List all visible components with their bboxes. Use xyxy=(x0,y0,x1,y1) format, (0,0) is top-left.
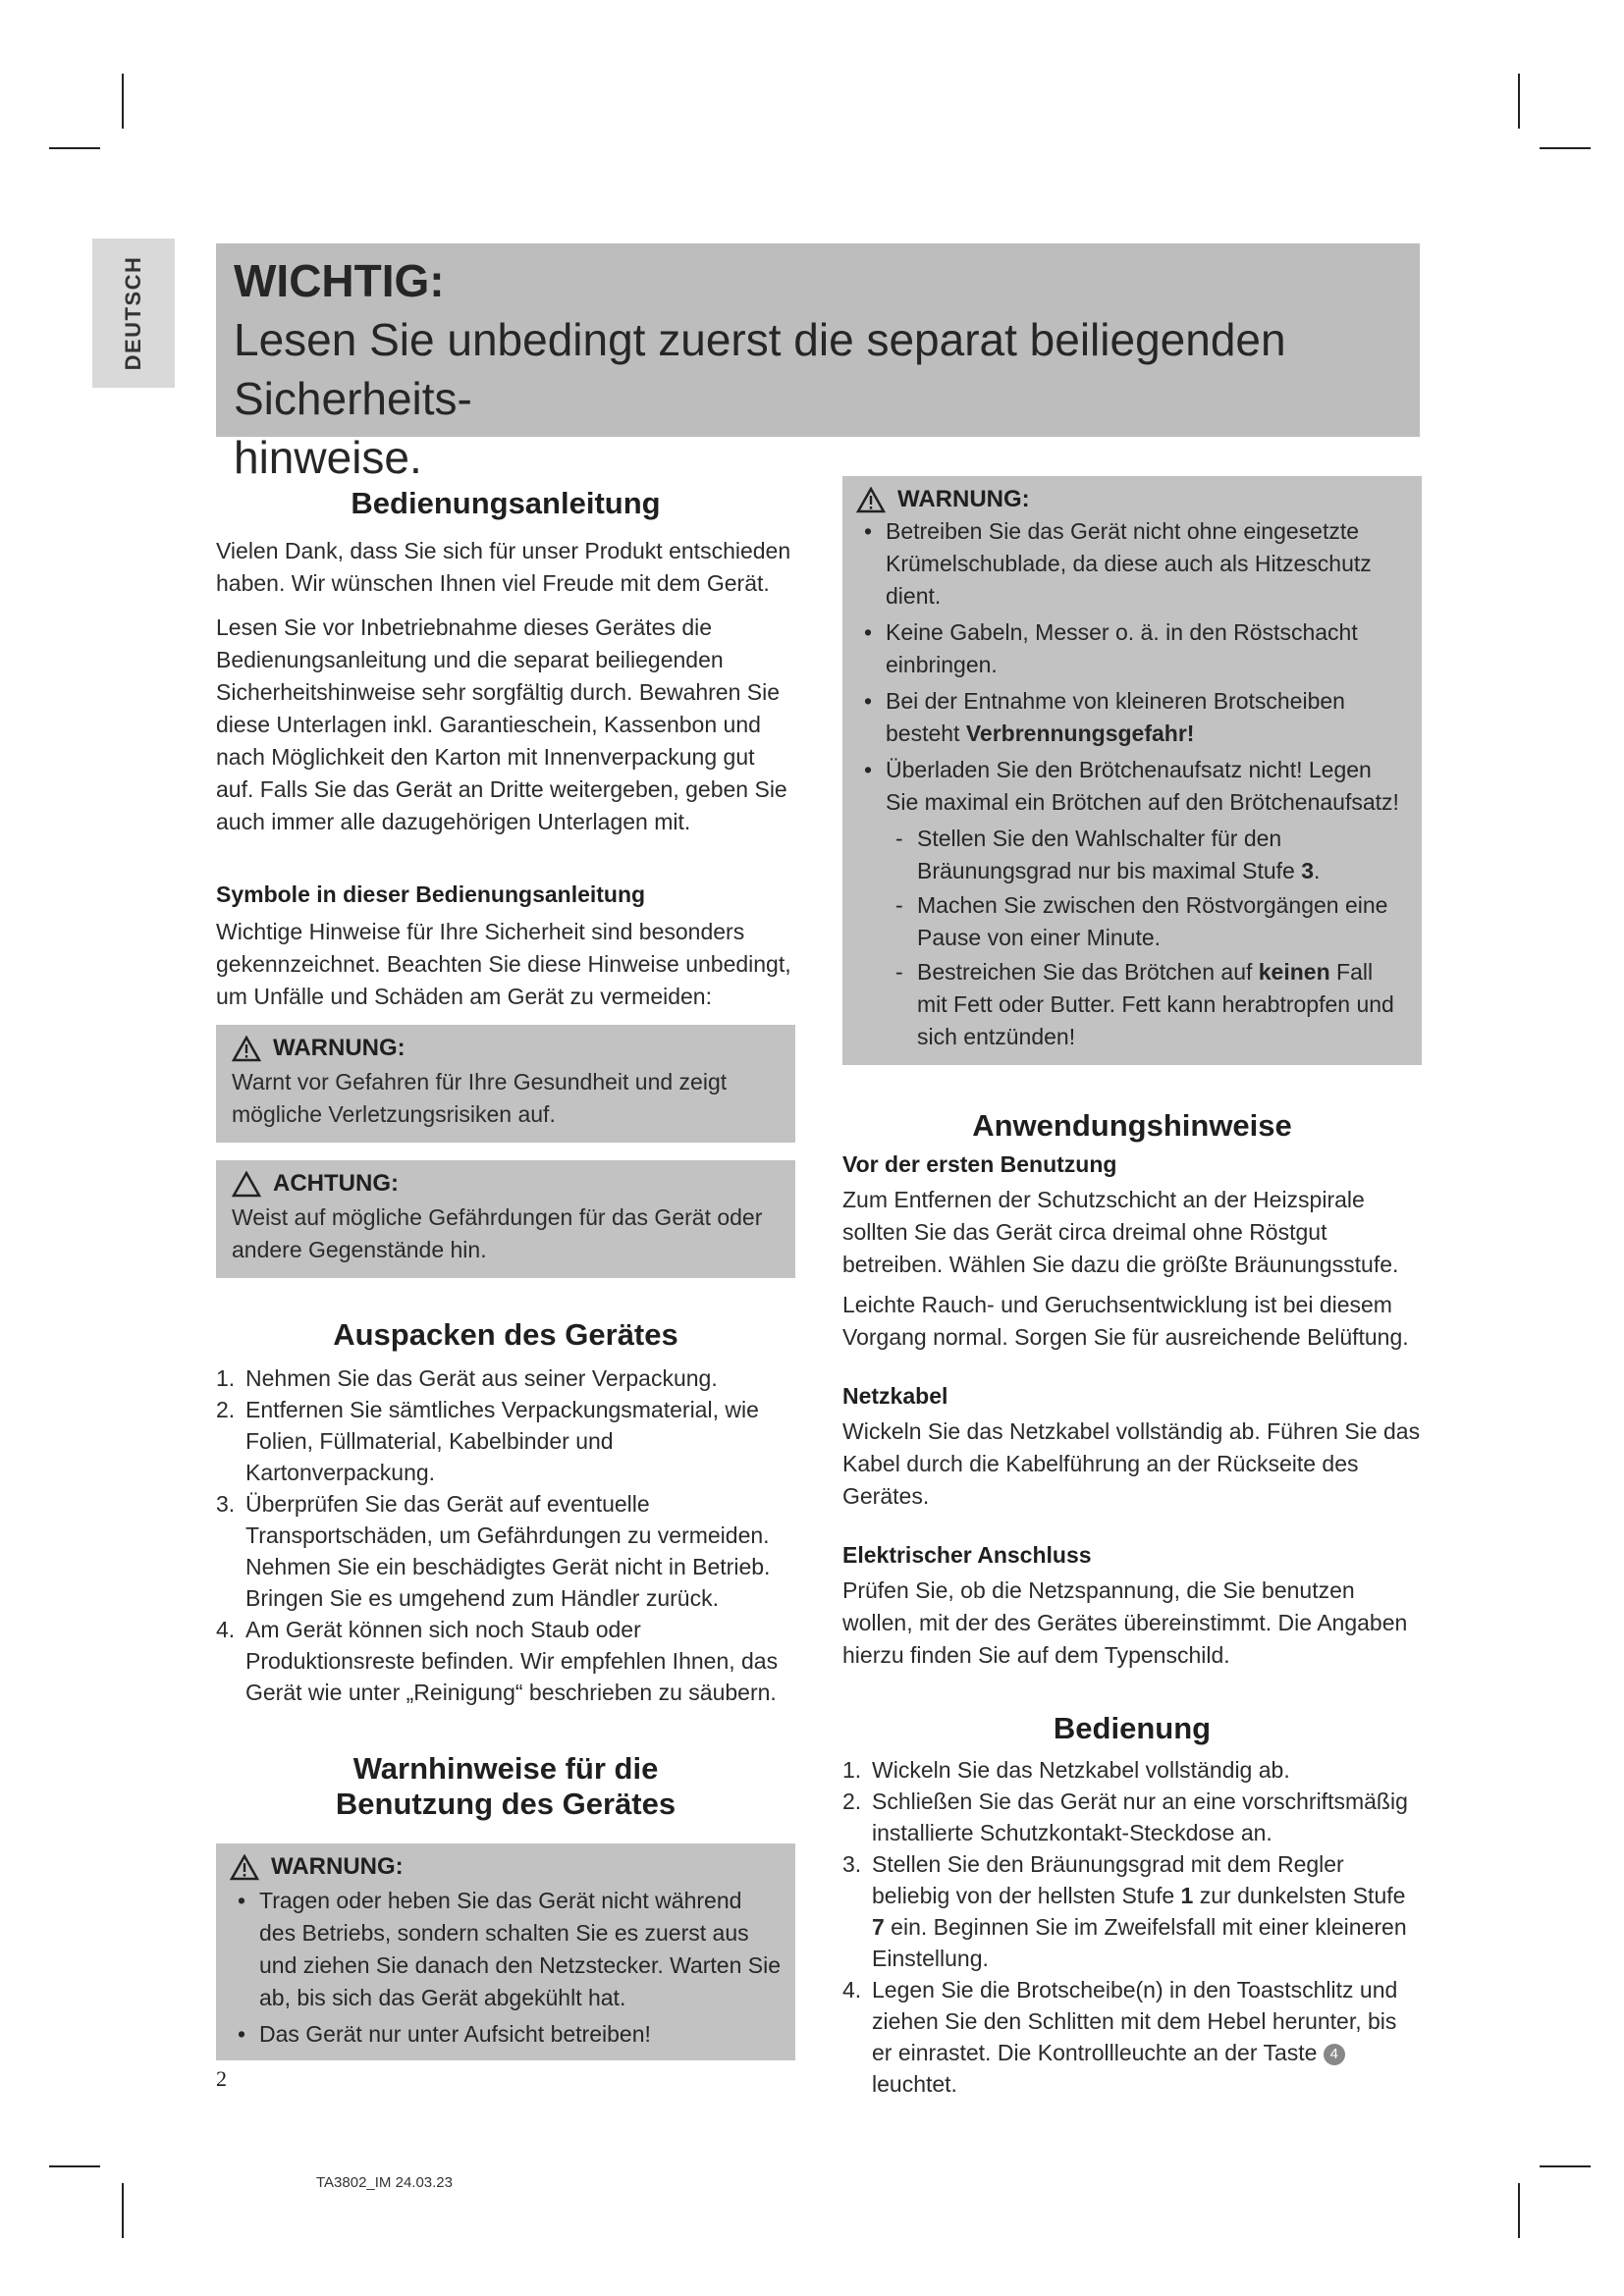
usage-warnings-heading-line-2: Benutzung des Gerätes xyxy=(335,1787,677,1821)
operation-list xyxy=(842,1754,1422,2100)
electric-heading: Elektrischer Anschluss xyxy=(842,1542,1092,1568)
caution-definition-box xyxy=(216,1160,795,1278)
list-item: - Stellen Sie den Wahlschalter für den Bräunungsgrad nur bis maximal Stufe 3. xyxy=(856,823,1408,887)
manual-intro: Vielen Dank, dass Sie sich für unser Produkt entschieden haben. Wir wünschen Ihnen viel Freude mit dem Gerät. xyxy=(216,538,791,596)
symbols-heading: Symbole in dieser Bedienungsanleitung xyxy=(216,881,646,907)
list-item: • Tragen oder heben Sie das Gerät nicht während des Betriebs, sondern schalten Sie es zuerst aus und ziehen Sie danach den Netzstecker. Warten Sie ab, bis sich das Gerät abgekühlt hat. xyxy=(230,1885,782,2014)
left-column xyxy=(216,486,795,2060)
symbols-text: Wichtige Hinweise für Ihre Sicherheit sind besonders gekennzeichnet. Beachten Sie diese Hinweise unbedingt, um Unfälle und Schäden am Gerät zu vermeiden: xyxy=(216,919,791,1009)
cable-text: Wickeln Sie das Netzkabel vollständig ab. Führen Sie das Kabel durch die Kabelführung an der Rückseite des Gerätes. xyxy=(842,1418,1421,1509)
warning-definition-box xyxy=(216,1025,795,1143)
list-item: - Machen Sie zwischen den Röstvorgängen eine Pause von einer Minute. xyxy=(856,889,1408,954)
list-item: 1. Wickeln Sie das Netzkabel vollständig ab. xyxy=(842,1757,1290,1783)
crop-mark xyxy=(122,2183,124,2238)
important-banner xyxy=(216,243,1420,483)
warning-triangle-icon xyxy=(230,1854,259,1881)
list-item: 2. Schließen Sie das Gerät nur an eine vorschriftsmäßig installierte Schutzkontakt-Steckdose an. xyxy=(842,1789,1408,1845)
warning-triangle-icon xyxy=(856,487,886,513)
crop-mark xyxy=(1540,147,1591,149)
electric-text: Prüfen Sie, ob die Netzspannung, die Sie benutzen wollen, mit der des Gerätes übereinstimmt. Die Angaben hierzu finden Sie auf dem Typenschild. xyxy=(842,1577,1408,1668)
warning-triangle-icon xyxy=(232,1036,261,1062)
footer-doc-id: TA3802_IM 24.03.23 xyxy=(316,2174,453,2191)
list-item: 3. Stellen Sie den Bräunungsgrad mit dem Regler beliebig von der hellsten Stufe 1 zur dunkelsten Stufe 7 ein. Beginnen Sie im Zweifelsfall mit einer kleineren Einstellung. xyxy=(842,1851,1407,1971)
first-use-heading: Vor der ersten Benutzung xyxy=(842,1151,1117,1177)
warning-definition-text: Warnt vor Gefahren für Ihre Gesundheit und zeigt mögliche Verletzungsrisiken auf. xyxy=(232,1069,728,1127)
banner-line-1: Lesen Sie unbedingt zuerst die separat beiliegenden Sicherheits- xyxy=(234,314,1286,424)
toaster-warning-box xyxy=(842,476,1422,1065)
caution-label: ACHTUNG: xyxy=(273,1170,399,1197)
banner-line-2: hinweise. xyxy=(234,432,422,483)
cable-heading: Netzkabel xyxy=(842,1383,948,1409)
manual-instructions: Lesen Sie vor Inbetriebnahme dieses Gerätes die Bedienungsanleitung und die separat beiliegenden Sicherheitshinweise sehr sorgfältig durch. Bewahren Sie diese Unterlagen inkl. Garantieschein, Kassenbon und nach Möglichkeit den Karton mit Innenverpackung gut auf. Falls Sie das Gerät an Dritte weitergeben, geben Sie auch immer alle dazugehörigen Unterlagen mit. xyxy=(216,614,787,834)
usage-warning-list xyxy=(230,1885,782,2051)
usage-warnings-heading-line-1: Warnhinweise für die xyxy=(352,1751,659,1786)
unpacking-heading: Auspacken des Gerätes xyxy=(333,1317,678,1352)
list-item: • Überladen Sie den Brötchenaufsatz nicht! Legen Sie maximal ein Brötchen auf den Brötchenaufsatz! xyxy=(856,754,1408,819)
toaster-warning-sublist xyxy=(856,823,1408,1053)
warning-label: WARNUNG: xyxy=(897,486,1030,512)
banner-title: WICHTIG: xyxy=(234,255,445,306)
first-use-text-2: Leichte Rauch- und Geruchsentwicklung ist bei diesem Vorgang normal. Sorgen Sie für ausreichende Belüftung. xyxy=(842,1292,1409,1350)
first-use-text-1: Zum Entfernen der Schutzschicht an der Heizspirale sollten Sie das Gerät circa dreimal ohne Röstgut betreiben. Wählen Sie dazu die größte Bräunungsstufe. xyxy=(842,1187,1399,1277)
language-label: DEUTSCH xyxy=(121,255,145,371)
caution-definition-text: Weist auf mögliche Gefährdungen für das Gerät oder andere Gegenstände hin. xyxy=(232,1204,763,1262)
warning-label: WARNUNG: xyxy=(273,1035,406,1061)
crop-mark xyxy=(49,2165,100,2167)
crop-mark xyxy=(1518,2183,1520,2238)
list-item: 4. Am Gerät können sich noch Staub oder Produktionsreste befinden. Wir empfehlen Ihnen, das Gerät wie unter „Reinigung“ beschrieben zu säubern. xyxy=(216,1617,779,1705)
list-item: • Betreiben Sie das Gerät nicht ohne eingesetzte Krümelschublade, da diese auch als Hitzeschutz dient. xyxy=(856,515,1408,613)
list-item: • Keine Gabeln, Messer o. ä. in den Röstschacht einbringen. xyxy=(856,616,1408,681)
crop-mark xyxy=(1540,2165,1591,2167)
list-item: 4. Legen Sie die Brotscheibe(n) in den Toastschlitz und ziehen Sie den Schlitten mit dem Hebel herunter, bis er einrastet. Die Kontrollleuchte an der Taste 4leuchtet. xyxy=(842,1977,1398,2097)
usage-warning-box xyxy=(216,1843,795,2060)
list-item: - Bestreichen Sie das Brötchen auf keinen Fall mit Fett oder Butter. Fett kann herabtropfen und sich entzünden! xyxy=(856,956,1408,1053)
unpacking-list xyxy=(216,1362,795,1708)
language-tab xyxy=(92,239,175,388)
application-heading: Anwendungshinweise xyxy=(972,1108,1292,1143)
crop-mark xyxy=(49,147,100,149)
list-item: 3. Überprüfen Sie das Gerät auf eventuelle Transportschäden, um Gefährdungen zu vermeiden. Nehmen Sie ein beschädigtes Gerät nicht in Betrieb. Bringen Sie es umgehend zum Händler zurück. xyxy=(216,1491,771,1611)
caution-triangle-icon xyxy=(232,1171,261,1198)
crop-mark xyxy=(1518,74,1520,129)
toaster-warning-list xyxy=(856,515,1408,819)
button-4-circle-icon: 4 xyxy=(1324,2044,1345,2065)
page-number: 2 xyxy=(216,2066,227,2091)
list-item: • Bei der Entnahme von kleineren Brotscheiben besteht Verbrennungsgefahr! xyxy=(856,685,1408,750)
operation-heading: Bedienung xyxy=(1053,1711,1212,1745)
warning-label: WARNUNG: xyxy=(271,1853,404,1880)
list-item: • Das Gerät nur unter Aufsicht betreiben! xyxy=(230,2018,782,2051)
right-column xyxy=(842,476,1422,2100)
manual-heading: Bedienungsanleitung xyxy=(351,486,661,520)
crop-mark xyxy=(122,74,124,129)
list-item: 2. Entfernen Sie sämtliches Verpackungsmaterial, wie Folien, Füllmaterial, Kabelbinder und Kartonverpackung. xyxy=(216,1397,759,1485)
list-item: 1. Nehmen Sie das Gerät aus seiner Verpackung. xyxy=(216,1365,718,1391)
